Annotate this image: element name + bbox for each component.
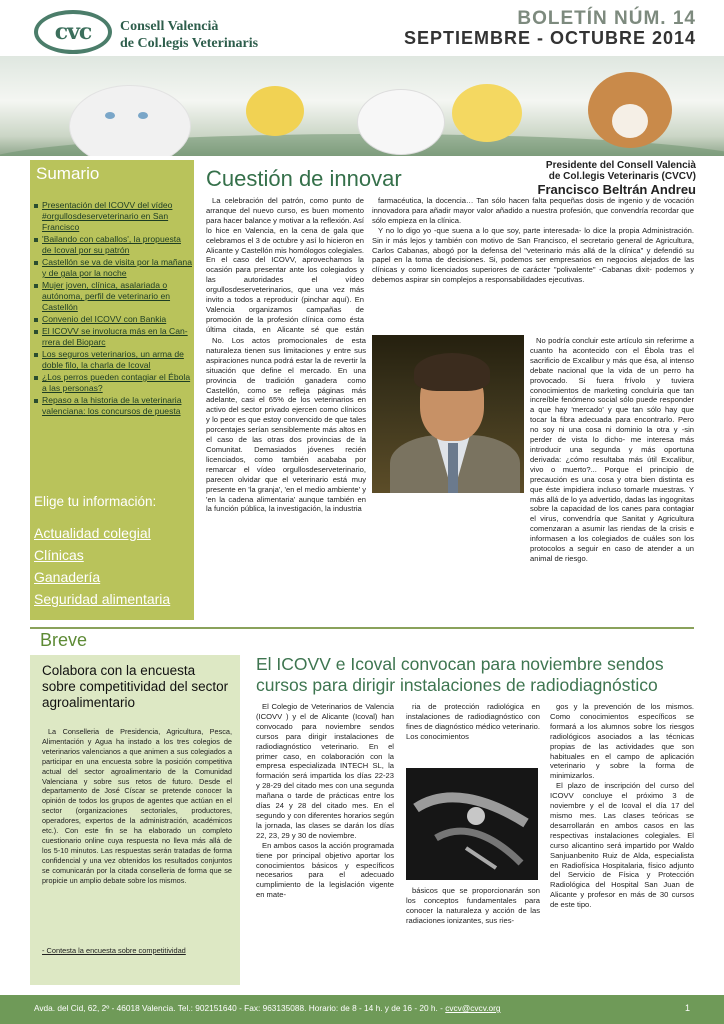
info-link-seguridad[interactable]: Seguridad alimentaria bbox=[34, 591, 171, 607]
cat-eye-left bbox=[105, 112, 115, 119]
footer bbox=[0, 995, 724, 1024]
org-name bbox=[120, 18, 258, 52]
icovv-paragraph: El plazo de inscripción del curso del ICOVV concluye el próximo 3 de noviembre y el de Icoval el día 17 del mismo mes. Las clases teóricas se desarrollarán en ambos casos en las respectivas instalaciones colegiales. El curso alicantino será impartido por Waldo Sanjuanbenito Ruiz de Alda, especialista en Radiofísica Hospitalaria, físico adjunto del Servicio de Física y Protección Radiológica del Hospital San Juan de Alicante y profesor en más de 30 cursos de este tipo. bbox=[550, 781, 694, 910]
info-link-clinicas[interactable]: Clínicas bbox=[34, 547, 84, 563]
president-role-line1: Presidente del Consell Valencià bbox=[545, 160, 696, 171]
breve-headline: Colabora con la encuesta sobre competitividad del sector agroalimentario bbox=[42, 663, 229, 710]
footer-email-link[interactable]: cvcv@cvcv.org bbox=[445, 1003, 501, 1013]
footer-address-text: Avda. del Cid, 62, 2º - 46018 Valencia. Tel.: 902151640 - Fax: 963135088. Horario: de 8 - 14 h. y de 16 - 20 h. - bbox=[34, 1003, 443, 1013]
xray-drawing bbox=[406, 768, 538, 880]
photo-tie bbox=[448, 443, 458, 493]
icovv-paragraph: básicos que se proporcionarán son los conceptos fundamentales para conocer la naturaleza y acción de las radiaciones ionizantes, sus ries- bbox=[406, 886, 540, 925]
section-divider bbox=[30, 627, 694, 629]
icovv-paragraph: El Colegio de Veterinarios de Valencia (ICOVV ) y el de Alicante (Icoval) han convocado para noviembre sendos cursos para dirigir instalaciones de radiodiagnóstico veterinario. En el primer caso, en colaboración con la empresa especializada INTECH SL, la formación será impartida los días 22-23 y 28-29 del citado mes con una segunda mañana o tarde de prácticas entre los días 24 y 28 del citado mes. En el segundo y con diferentes horarios según la jornada, las clases se darán los días 22, 23, 29 y 30 de noviembre. bbox=[256, 702, 394, 840]
photo-hair bbox=[414, 353, 490, 391]
logo-mark: cvc bbox=[34, 10, 112, 54]
chick-image bbox=[246, 86, 304, 136]
org-name-line1: Consell Valencià bbox=[120, 19, 219, 34]
info-link-ganaderia[interactable]: Ganadería bbox=[34, 569, 101, 585]
article-paragraph: No podría concluir este artículo sin referirme a cuanto ha acontecido con el Ébola tras el sacrificio de Excalibur y más que ésa, al intenso debate nacional que la vida de un perro ha provocado. Si fuera frívolo y tuviera conocimientos de marketing concluiría que tan increíble fenómeno social sólo puede responder a que hay 'mercado' y que tan sólo hay que tocar la fibra adecuada para encontrarlo. Pero no soy ni una cosa ni dominio la otra y -sin perder de vista lo dicho- me interesa más introducir una segunda y más oportuna derivada: ¿cómo resultaba más útil Excalibur, vivo o muerto?... Porque el principio de precaución es una cosa y otra bien distinta es que éste impidiera incluso tomarle muestras. Y más allá de lo ya advertido, dadas las ingognitas sobre la capacidad de los canes para contagiar el virus, convendría que Sanitat y Agricultura comenzaran a asumir las riendas de la crisis e informasen a los colegiados de cuáles son los protocolos a seguir en caso de atender a un animal de riesgo. bbox=[530, 336, 694, 563]
survey-link[interactable]: - Contesta la encuesta sobre competitividad bbox=[42, 946, 186, 955]
article-paragraph: La celebración del patrón, como punto de arranque del nuevo curso, es buen momento para hacer balance y motivar a la reflexión. Así lo hice en Valencia, en la cena de gala que celebramos el 3 de octubre y así lo hicieron en Alicante y Castellón mis homólogos colegiales. En el caso del ICOVV, aprovechamos la ocasión para presentar ante los colegiados y las autoridades el vídeo orgullosdeserveterinarios, que una vez más invito a todos a reproducir (pinchar aquí). En Valencia organizamos campañas de promoción de la profesión clínica como ésta última citada, en Alicante sé que están bbox=[206, 196, 364, 334]
cat-eye-right bbox=[138, 112, 148, 119]
icovv-column-3 bbox=[550, 702, 694, 984]
president-role-line2: de Col.legis Veterinaris (CVCV) bbox=[548, 171, 696, 182]
article-column-1b bbox=[206, 336, 366, 622]
article-paragraph: Y no lo digo yo -que suena a lo que soy, parte interesada- lo dice la propia Administración. Sin ir más lejos y también con motivo de San Francisco, el secretario general de Agricultura, Carlos Cabanas, abogó por la defensa del "veterinario más allá de la clínica" y defendió su papel en la toma de decisiones. Si, podemos ser empresarios en negocios alejados de las clínicas y como licenciados superiores de carácter "polivalente" -Cabanas dixit- podemos y debemos aspirar sin complejos a responsabilidades ejecutivas. bbox=[372, 225, 694, 285]
bulletin-date: SEPTIEMBRE - OCTUBRE 2014 bbox=[403, 28, 696, 48]
article-byline bbox=[538, 160, 696, 197]
president-name: Francisco Beltrán Andreu bbox=[537, 182, 696, 197]
icovv-paragraph: gos y la prevención de los mismos. Como conocimientos específicos se formará a los alumnos sobre los riesgos radiológicos asociados a las técnicas propias de las actividades que son habituales en el campo de aplicación veterinario y sobre la forma de minimizarlos. bbox=[550, 702, 694, 781]
rabbit-image bbox=[358, 90, 444, 154]
cat-image bbox=[70, 86, 190, 156]
breve-section-title: Breve bbox=[40, 630, 88, 650]
article-paragraph: No. Los actos promocionales de esta naturaleza tienen sus limitaciones y entre sus aspiraciones nunca podrá estar la de revertir la situación que define el mercado. En una provincia de tradición ganadera como Castellón, como se refleja páginas más adelante, casi el 65% de los veterinarios en activo del sector privado ejercen como clínicos y lo peor es que estoy convencido de que tales porcentajes serían sensiblemente más altos en el caso de las otras dos provincias de la Comunitat. Demasiados jóvenes recién licenciados, como también acababa por remarcar el vídeo orgullosdeserveterinario, parecen olvidar que el veterinario está muy presente en 'la granja', 'en el medio ambiente' y 'en la cadena alimentaria' aunque también en la función pública, la investigación, la industria bbox=[206, 336, 366, 514]
org-name-line2: de Col.legis Veterinaris bbox=[120, 36, 259, 51]
sumario-item[interactable]: Presentación del ICOVV del vídeo #orgullosdeserveterinario en San Francisco bbox=[34, 200, 192, 233]
logo bbox=[8, 6, 308, 56]
info-list bbox=[34, 524, 170, 612]
article-column-1a bbox=[206, 196, 364, 334]
bulletin-heading bbox=[404, 8, 696, 49]
chick-image-2 bbox=[452, 84, 522, 142]
icovv-paragraph: En ambos casos la acción programada tiene por principal objetivo aportar los conocimientos básicos y específicos necesarios para el adecuado cumplimiento de la legislación vigente en mate- bbox=[256, 840, 394, 900]
dog-muzzle bbox=[612, 104, 648, 138]
page-number: 1 bbox=[684, 1003, 690, 1013]
sumario-item[interactable]: Repaso a la historia de la veterinaria valenciana: los concursos de puesta bbox=[34, 395, 192, 417]
info-link-actualidad[interactable]: Actualidad colegial bbox=[34, 525, 151, 541]
sumario-title: Sumario bbox=[36, 164, 100, 183]
president-photo bbox=[372, 335, 524, 493]
sumario-item[interactable]: ¿Los perros pueden contagiar el Ébola a las personas? bbox=[34, 372, 192, 394]
sumario-list bbox=[34, 200, 192, 418]
icovv-article-title: El ICOVV e Icoval convocan para noviembre sendos cursos para dirigir instalaciones de radiodiagnóstico bbox=[256, 654, 664, 695]
sumario-item[interactable]: Convenio del ICOVV con Bankia bbox=[34, 314, 192, 325]
article-title: Cuestión de innovar bbox=[206, 166, 402, 191]
icovv-column-2b bbox=[406, 886, 540, 984]
footer-address bbox=[34, 1003, 501, 1013]
icovv-paragraph: ria de protección radiológica en instalaciones de radiodiagnóstico con fines de diagnóstico médico veterinario. Los conocimientos bbox=[406, 702, 540, 741]
sidebar bbox=[30, 160, 194, 620]
article-column-2a bbox=[372, 196, 694, 332]
article-column-2b bbox=[530, 336, 694, 622]
icovv-column-2a bbox=[406, 702, 540, 766]
animal-photo-banner bbox=[0, 56, 724, 156]
breve-text bbox=[42, 727, 232, 886]
icovv-column-1 bbox=[256, 702, 394, 984]
sumario-item[interactable]: El ICOVV se involucra más en la Can-rrera del Bioparc bbox=[34, 326, 192, 348]
bulletin-number: BOLETÍN NÚM. 14 bbox=[517, 8, 696, 29]
sumario-item[interactable]: Mujer joven, clínica, asalariada o autónoma, perfil de veterinario en Castellón bbox=[34, 280, 192, 313]
sumario-item[interactable]: 'Bailando con caballos', la propuesta de Icoval por su patrón bbox=[34, 234, 192, 256]
xray-image bbox=[406, 768, 538, 880]
info-title: Elige tu información: bbox=[34, 494, 157, 509]
sumario-item[interactable]: Castellón se va de visita por la mañana y de gala por la noche bbox=[34, 257, 192, 279]
article-paragraph: farmacéutica, la docencia… Tan sólo hacen falta pequeñas dosis de ingenio y de vocación innovadora para añadir mayor valor añadido a nuestra profesión, que convendría recordar que sólo empieza en la clínica. bbox=[372, 196, 694, 225]
breve-paragraph: La Conselleria de Presidencia, Agricultura, Pesca, Alimentación y Agua ha instado a los tres colegios de veterinarios valencianos a que animen a sus colegiados a participar en una encuesta sobre la posición competitiva actual del sector agroalimentario de la Comunidad Valenciana y sobre sus retos de futuro. Desde el departamento de José Císcar se pretende conocer la opinión de todos los grupos de agentes que actúan en el sector (organizaciones sectoriales, productores, operadores, expertos de la administración, académicos etc.). Con este fin se ha elaborado un completo cuestionario online cuya respuesta no lleva más allá de los 5-10 minutos. Las respuestas serán tratadas de forma confidencial y una vez obtenidos los resultados conjuntos se comunicarán por la citada conselleria de forma que se propicie un amplio debate sobre los mismos. bbox=[42, 727, 232, 885]
sumario-item[interactable]: Los seguros veterinarios, un arma de doble filo, la charla de Icoval bbox=[34, 349, 192, 371]
